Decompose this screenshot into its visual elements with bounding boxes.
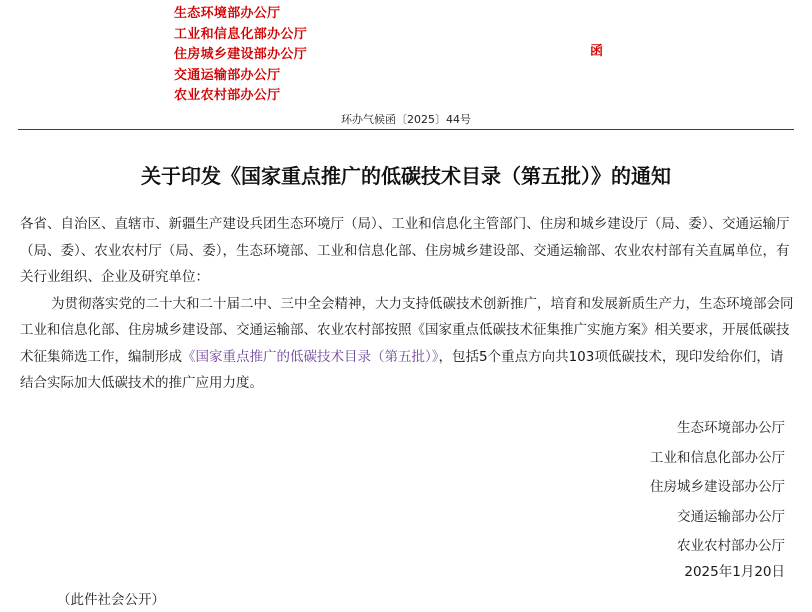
issuing-office: 生态环境部办公厅 (174, 6, 281, 21)
signatory: 住房城乡建设部办公厅 (650, 479, 785, 495)
red-divider-line (18, 129, 794, 130)
issuing-offices-list (174, 4, 307, 107)
issuing-office: 住房城乡建设部办公厅 (174, 47, 308, 62)
public-disclosure-note: （此件社会公开） (57, 592, 165, 608)
issue-date: 2025年1月20日 (684, 564, 785, 580)
main-paragraph-text: 为贯彻落实党的二十大和二十届二中、三中全会精神，大力支持低碳技术创新推广，培育和发展新质生产力，生态环境部会同工业和信息化部、住房城乡建设部、交通运输部、农业农村部按照《国家重点低碳技术征集推广实施方案》相关要求，开展低碳技术征集筛选工作，编制形成 (20, 295, 794, 365)
issuing-office: 工业和信息化部办公厅 (174, 26, 308, 42)
main-paragraph (20, 291, 794, 397)
document-number: 环办气候函〔2025〕44号 (341, 113, 471, 126)
signatory: 交通运输部办公厅 (677, 508, 785, 525)
signatory: 生态环境部办公厅 (677, 420, 785, 436)
signatory: 工业和信息化部办公厅 (650, 449, 785, 466)
catalog-link[interactable]: 《国家重点推广的低碳技术目录（第五批）》 (182, 348, 439, 365)
signatory: 农业农村部办公厅 (677, 538, 785, 554)
main-paragraph-text-end: ，包括5个重点方向共103项低碳技术，现印发给你们，请结合实际加大低碳技术的推广应用力度。 (20, 348, 784, 391)
document-body (20, 211, 794, 397)
document-title: 关于印发《国家重点推广的低碳技术目录（第五批）》的通知 (141, 164, 671, 188)
issuing-office: 农业农村部办公厅 (174, 88, 281, 103)
signatories-block (650, 414, 785, 562)
recipients-paragraph: 各省、自治区、直辖市、新疆生产建设兵团生态环境厅（局）、工业和信息化主管部门、住房和城乡建设厅（局、委）、交通运输厅（局、委）、农业农村厅（局、委），生态环境部、工业和信息化部、住房城乡建设部、交通运输部、农业农村部有关直属单位，有关行业组织、企业及研究单位： (20, 216, 790, 285)
issuing-office: 交通运输部办公厅 (174, 67, 281, 83)
document-type-mark: 函 (590, 44, 604, 59)
